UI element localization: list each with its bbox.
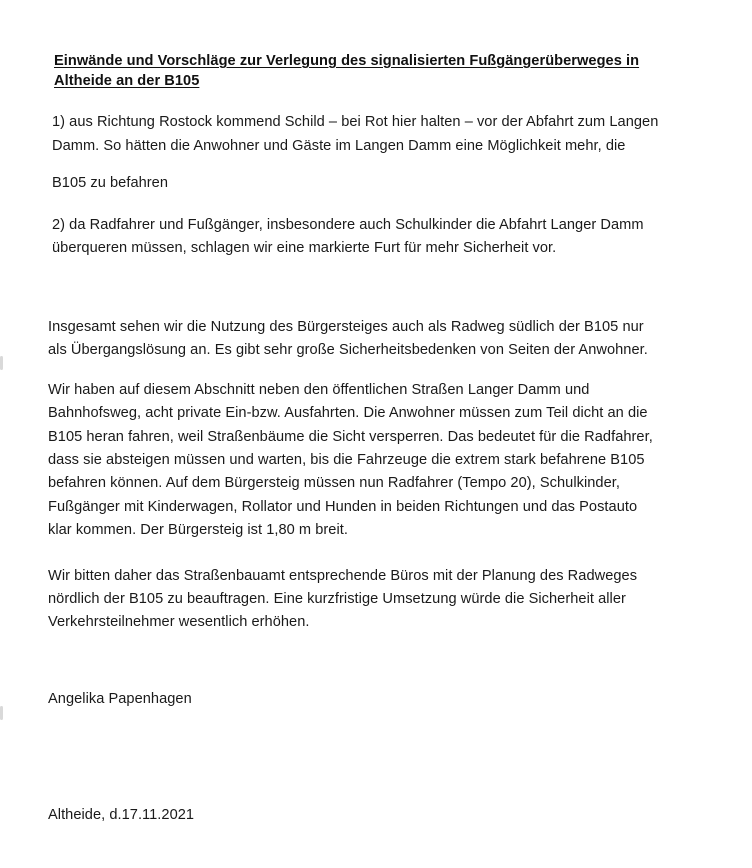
point1-line-3: B105 zu befahren [52, 175, 169, 191]
para3-line-2: als Übergangslösung an. Es gibt sehr große Sicherheitsbedenken von Seiten der Anwohner. [48, 342, 648, 358]
scan-artifact [0, 356, 3, 370]
para5-line-3: Verkehrsteilnehmer wesentlich erhöhen. [48, 614, 310, 630]
point1-line-2: Damm. So hätten die Anwohner und Gäste im Langen Damm eine Möglichkeit mehr, die [52, 138, 626, 154]
para4-line-1: Wir haben auf diesem Abschnitt neben den öffentlichen Straßen Langer Damm und [48, 382, 590, 398]
point2-line-2: überqueren müssen, schlagen wir eine markierte Furt für mehr Sicherheit vor. [52, 240, 557, 256]
scan-artifact [0, 706, 3, 720]
point2-line-1: 2) da Radfahrer und Fußgänger, insbesondere auch Schulkinder die Abfahrt Langer Damm [52, 217, 644, 233]
para4-line-4: dass sie absteigen müssen und warten, bis die Fahrzeuge die extrem stark befahrene B105 [48, 452, 645, 468]
place-date: Altheide, d.17.11.2021 [48, 807, 195, 823]
point1-line-1: 1) aus Richtung Rostock kommend Schild – bei Rot hier halten – vor der Abfahrt zum Langen [52, 114, 659, 130]
para4-line-6: Fußgänger mit Kinderwagen, Rollator und Hunden in beiden Richtungen und das Postauto [48, 499, 638, 515]
para4-line-7: klar kommen. Der Bürgersteig ist 1,80 m breit. [48, 522, 348, 538]
para4-line-5: befahren können. Auf dem Bürgersteig müssen nun Radfahrer (Tempo 20), Schulkinder, [48, 475, 620, 491]
signature-name: Angelika Papenhagen [48, 691, 192, 707]
para3-line-1: Insgesamt sehen wir die Nutzung des Bürgersteiges auch als Radweg südlich der B105 nur [48, 319, 644, 335]
para5-line-2: nördlich der B105 zu beauftragen. Eine kurzfristige Umsetzung würde die Sicherheit aller [48, 591, 626, 607]
para5-line-1: Wir bitten daher das Straßenbauamt entsprechende Büros mit der Planung des Radweges [48, 568, 638, 584]
document-title-line-1: Einwände und Vorschläge zur Verlegung des signalisierten Fußgängerüberweges in [54, 53, 640, 69]
para4-line-3: B105 heran fahren, weil Straßenbäume die Sicht versperren. Das bedeutet für die Radfahrer, [48, 429, 653, 445]
para4-line-2: Bahnhofsweg, acht private Ein-bzw. Ausfahrten. Die Anwohner müssen zum Teil dicht an die [48, 405, 648, 421]
document-title-line-2: Altheide an der B105 [54, 73, 200, 89]
